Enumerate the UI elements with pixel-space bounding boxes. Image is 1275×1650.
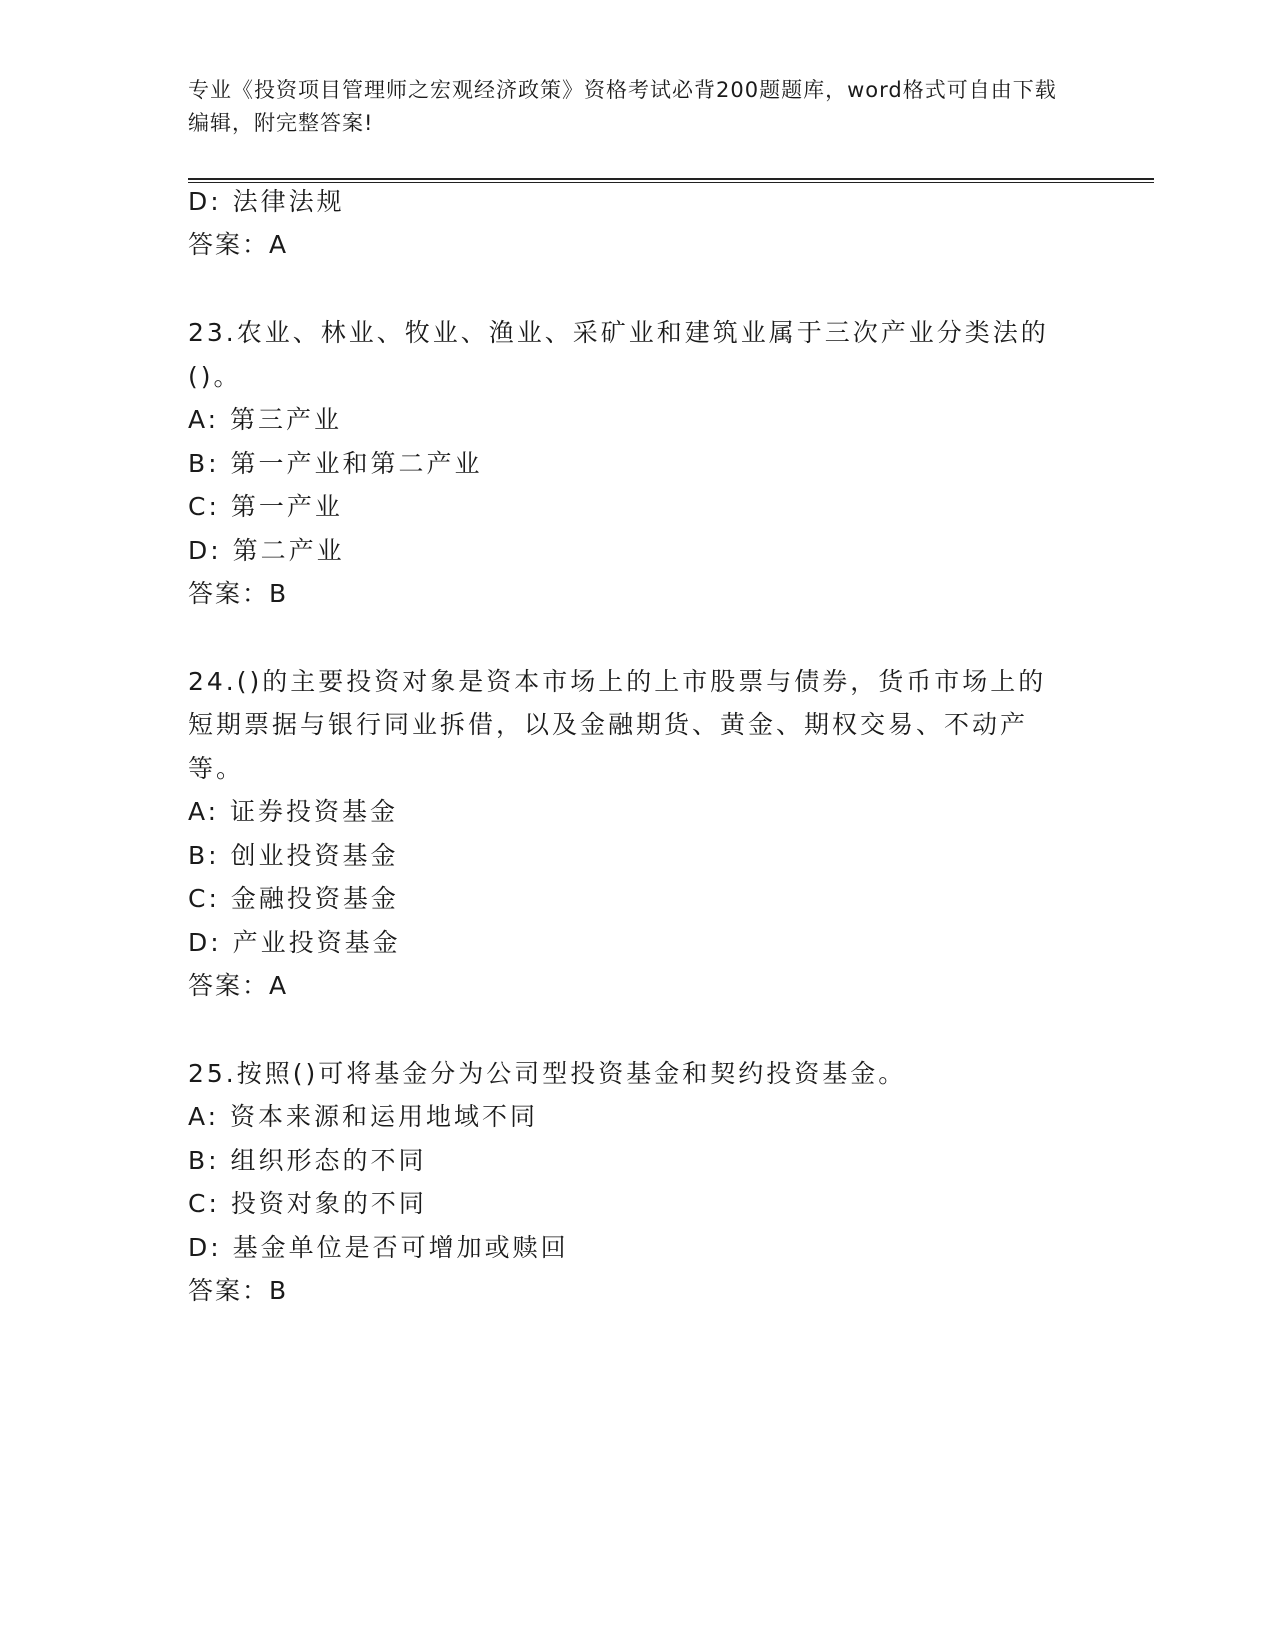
q25-stem-line1: 25.按照()可将基金分为公司型投资基金和契约投资基金。	[188, 1059, 907, 1088]
q24-answer: 答案：A	[188, 971, 289, 1000]
document-header: 专业《投资项目管理师之宏观经济政策》资格考试必背200题题库，word格式可自由下载编辑，附完整答案!	[188, 78, 1057, 135]
q24-option-a: A: 证券投资基金	[188, 797, 399, 826]
q25-option-b: B: 组织形态的不同	[188, 1146, 427, 1175]
q23-option-b: B: 第一产业和第二产业	[188, 449, 483, 478]
q24-stem-line2: 短期票据与银行同业拆借，以及金融期货、黄金、期权交易、不动产	[188, 710, 1029, 739]
q23-option-d: D: 第二产业	[188, 536, 345, 565]
q24-option-c: C: 金融投资基金	[188, 884, 399, 913]
q25-answer: 答案：B	[188, 1276, 289, 1305]
q24-stem-line1: 24.()的主要投资对象是资本市场上的上市股票与债券，货币市场上的	[188, 667, 1047, 696]
q25-option-d: D: 基金单位是否可增加或赎回	[188, 1233, 569, 1262]
q24-option-b: B: 创业投资基金	[188, 841, 399, 870]
q23-option-a: A: 第三产业	[188, 405, 343, 434]
q23-stem-line2: ()。	[188, 362, 242, 391]
q25-option-c: C: 投资对象的不同	[188, 1189, 427, 1218]
q24-stem-line3: 等。	[188, 754, 245, 783]
q23-stem-line1: 23.农业、林业、牧业、渔业、采矿业和建筑业属于三次产业分类法的	[188, 318, 1049, 347]
q23-answer: 答案：B	[188, 579, 289, 608]
q25-option-a: A: 资本来源和运用地域不同	[188, 1102, 539, 1131]
q24-option-d: D: 产业投资基金	[188, 928, 401, 957]
q22-option-d: D: 法律法规	[188, 187, 345, 216]
header-divider	[188, 178, 1154, 183]
q22-answer: 答案：A	[188, 230, 289, 259]
q23-option-c: C: 第一产业	[188, 492, 343, 521]
